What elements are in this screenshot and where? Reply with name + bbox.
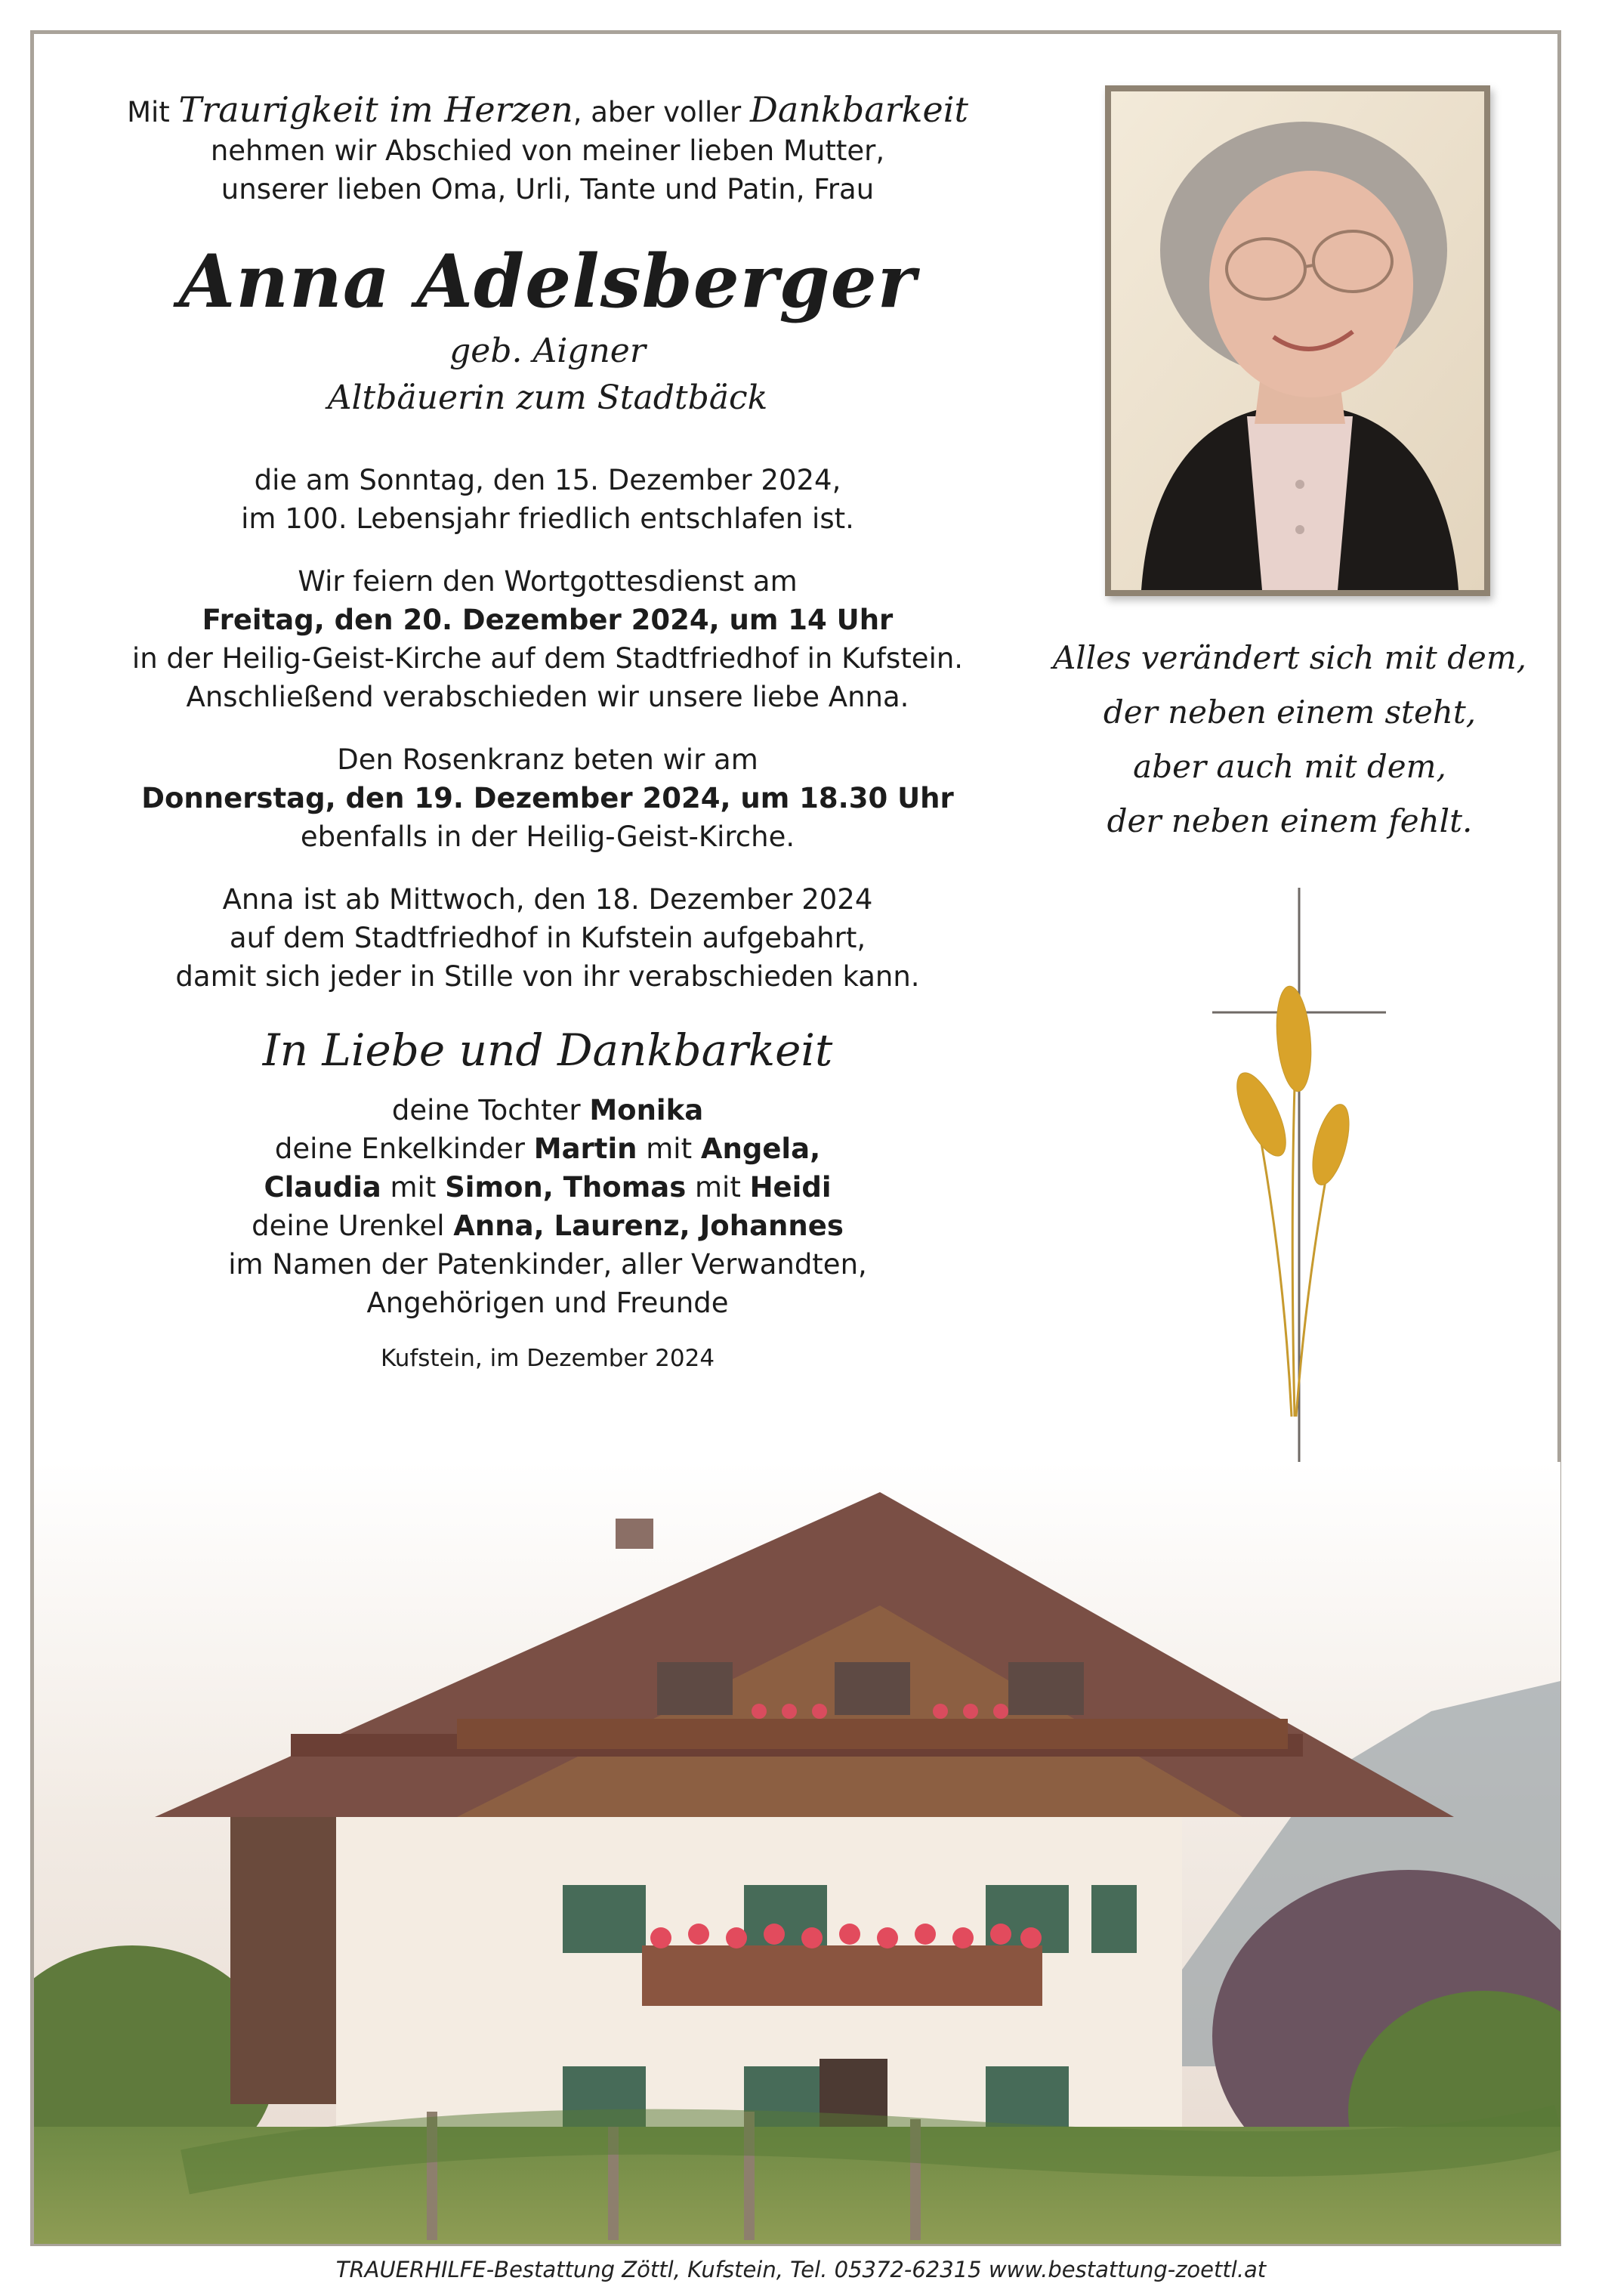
intro-line-2: nehmen wir Abschied von meiner lieben Mutter, [210, 134, 885, 167]
mourner-name: Simon, Thomas [445, 1171, 687, 1204]
service-date: Freitag, den 20. Dezember 2024, um 14 Uhr [202, 604, 894, 636]
rosary-line-1: Den Rosenkranz beten wir am [337, 743, 758, 776]
viewing-line-3: damit sich jeder in Stille von ihr verabschieden kann. [175, 960, 920, 993]
intro-text: Mit [127, 96, 179, 128]
place-date: Kufstein, im Dezember 2024 [380, 1345, 715, 1372]
intro-line-1 [113, 91, 982, 131]
mourner-name: Martin [533, 1133, 637, 1165]
mourner-line-1 [113, 1091, 982, 1129]
quote-line-4: der neben einem fehlt. [1107, 802, 1473, 839]
wheat-icon [1227, 984, 1357, 1417]
mourner-name: Claudia [264, 1171, 381, 1204]
mourner-text: mit [381, 1171, 446, 1204]
rosary-date: Donnerstag, den 19. Dezember 2024, um 18.30 Uhr [141, 782, 954, 814]
portrait-illustration [1111, 91, 1484, 590]
mourner-text: mit [637, 1133, 701, 1165]
farmhouse-illustration [34, 1462, 1560, 2244]
deceased-title: Altbäuerin zum Stadtbäck [327, 379, 768, 417]
mourners-heading: In Liebe und Dankbarkeit [262, 1024, 833, 1076]
mourner-line-2 [113, 1129, 982, 1168]
obituary-text-column [113, 91, 982, 1375]
rosary-line-3: ebenfalls in der Heilig-Geist-Kirche. [300, 820, 795, 853]
quote-line-3: aber auch mit dem, [1133, 748, 1446, 785]
portrait-frame [1105, 85, 1490, 596]
intro-script-traurigkeit: Traurigkeit im [178, 89, 445, 130]
intro-line-3: unserer lieben Oma, Urli, Tante und Patin, Frau [221, 173, 875, 205]
mourner-name: Heidi [749, 1171, 832, 1204]
intro-script-dankbarkeit: Dankbarkeit [749, 89, 968, 130]
maiden-name: geb. Aigner [449, 332, 646, 370]
intro-block [113, 91, 982, 209]
intro-text: , aber voller [573, 96, 750, 128]
viewing-line-2: auf dem Stadtfriedhof in Kufstein aufgebahrt, [229, 922, 866, 954]
funeral-home-footer: TRAUERHILFE-Bestattung Zöttl, Kufstein, Tel. 05372-62315 www.bestattung-zoettl.at [335, 2257, 1267, 2282]
service-line-3: in der Heilig-Geist-Kirche auf dem Stadtfriedhof in Kufstein. [131, 642, 964, 675]
service-line-1: Wir feiern den Wortgottesdienst am [298, 565, 798, 598]
quote-line-2: der neben einem steht, [1103, 694, 1477, 731]
service-line-4: Anschließend verabschieden wir unsere liebe Anna. [186, 681, 909, 713]
death-line-2: im 100. Lebensjahr friedlich entschlafen ist. [241, 502, 854, 535]
mourner-line-5: im Namen der Patenkinder, aller Verwandten, [228, 1248, 867, 1281]
portrait-photo [1111, 91, 1484, 590]
mourner-line-4 [113, 1207, 982, 1245]
mourner-text: mit [686, 1171, 750, 1204]
mourner-name: Anna, Laurenz, Johannes [453, 1210, 844, 1242]
viewing-line-1: Anna ist ab Mittwoch, den 18. Dezember 2024 [222, 883, 873, 916]
death-line-1: die am Sonntag, den 15. Dezember 2024, [254, 464, 841, 496]
mourner-text: deine Enkelkinder [274, 1133, 534, 1165]
intro-script-herzen: Herzen [444, 89, 573, 130]
quote-line-1: Alles verändert sich mit dem, [1052, 639, 1527, 676]
mourner-name: Angela, [700, 1133, 821, 1165]
mourner-line-3 [113, 1168, 982, 1207]
mourner-name: Monika [589, 1094, 704, 1126]
cross-icon [1201, 888, 1397, 1507]
mourner-line-6: Angehörigen und Freunde [366, 1287, 729, 1319]
farmhouse-photo [34, 1462, 1560, 2244]
deceased-name: Anna Adelsberger [178, 239, 917, 324]
memorial-quote [1046, 631, 1533, 848]
mourner-text: deine Urenkel [252, 1210, 454, 1242]
mourner-text: deine Tochter [391, 1094, 590, 1126]
cross-with-wheat-icon [1201, 888, 1397, 1507]
